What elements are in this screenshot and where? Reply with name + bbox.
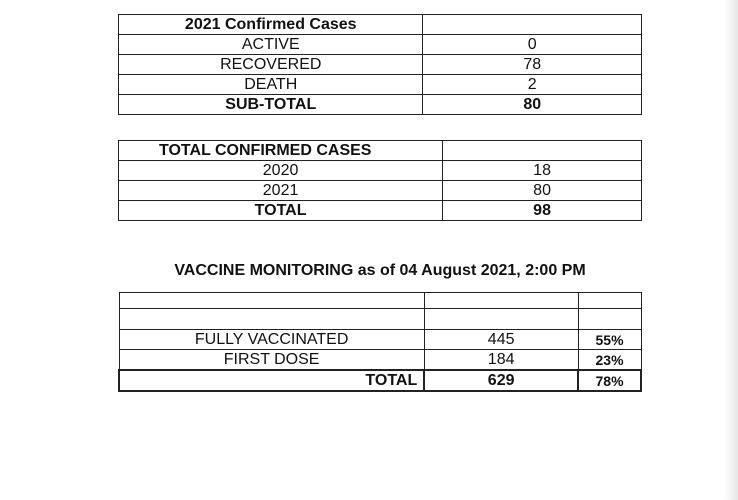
row-label-first-dose: FIRST DOSE: [119, 350, 424, 371]
vaccine-total-percent: 78%: [578, 370, 641, 391]
table-header-row: [119, 293, 641, 309]
empty-cell: [443, 141, 642, 161]
table-row: [119, 370, 641, 391]
vaccine-monitoring-title: VACCINE MONITORING as of 04 August 2021, 2:00 PM: [174, 262, 586, 279]
row-value-recovered: 78: [423, 55, 642, 75]
row-label-2021: 2021: [119, 181, 443, 201]
table-row: [119, 330, 641, 350]
row-value-fully-vaccinated: 445: [424, 330, 578, 350]
empty-cell: [119, 293, 424, 309]
empty-cell: [423, 15, 642, 35]
row-label-fully-vaccinated: FULLY VACCINATED: [119, 330, 424, 350]
subtotal-value: 80: [423, 95, 642, 115]
vaccine-total-value: 629: [424, 370, 578, 391]
table-row: [119, 95, 642, 115]
row-percent-first-dose: 23%: [578, 350, 641, 371]
table-row: [119, 161, 642, 181]
row-value-death: 2: [423, 75, 642, 95]
empty-cell: [119, 309, 424, 330]
confirmed-2021-table: [118, 14, 642, 115]
table-row: [119, 181, 642, 201]
row-percent-fully-vaccinated: 55%: [578, 330, 641, 350]
empty-cell: [578, 309, 641, 330]
table-row: [119, 309, 641, 330]
table-header-row: [119, 15, 642, 35]
subtotal-label: SUB-TOTAL: [119, 95, 423, 115]
table-row: [119, 35, 642, 55]
total-label: TOTAL: [119, 201, 443, 221]
empty-cell: [424, 309, 578, 330]
row-value-2021: 80: [443, 181, 642, 201]
total-confirmed-table: [118, 140, 642, 221]
row-label-2020: 2020: [119, 161, 443, 181]
row-label-active: ACTIVE: [119, 35, 423, 55]
empty-cell: [578, 293, 641, 309]
confirmed-2021-title: 2021 Confirmed Cases: [119, 15, 423, 35]
total-value: 98: [443, 201, 642, 221]
row-label-recovered: RECOVERED: [119, 55, 423, 75]
table-row: [119, 55, 642, 75]
empty-cell: [424, 293, 578, 309]
vaccine-total-label: TOTAL: [119, 370, 424, 391]
total-confirmed-title: TOTAL CONFIRMED CASES: [119, 141, 443, 161]
table-row: [119, 75, 642, 95]
row-label-death: DEATH: [119, 75, 423, 95]
table-row: [119, 350, 641, 371]
row-value-2020: 18: [443, 161, 642, 181]
row-value-first-dose: 184: [424, 350, 578, 371]
vaccine-table: [118, 292, 642, 392]
page-edge-shadow: [724, 0, 738, 500]
table-header-row: [119, 141, 642, 161]
table-row: [119, 201, 642, 221]
row-value-active: 0: [423, 35, 642, 55]
